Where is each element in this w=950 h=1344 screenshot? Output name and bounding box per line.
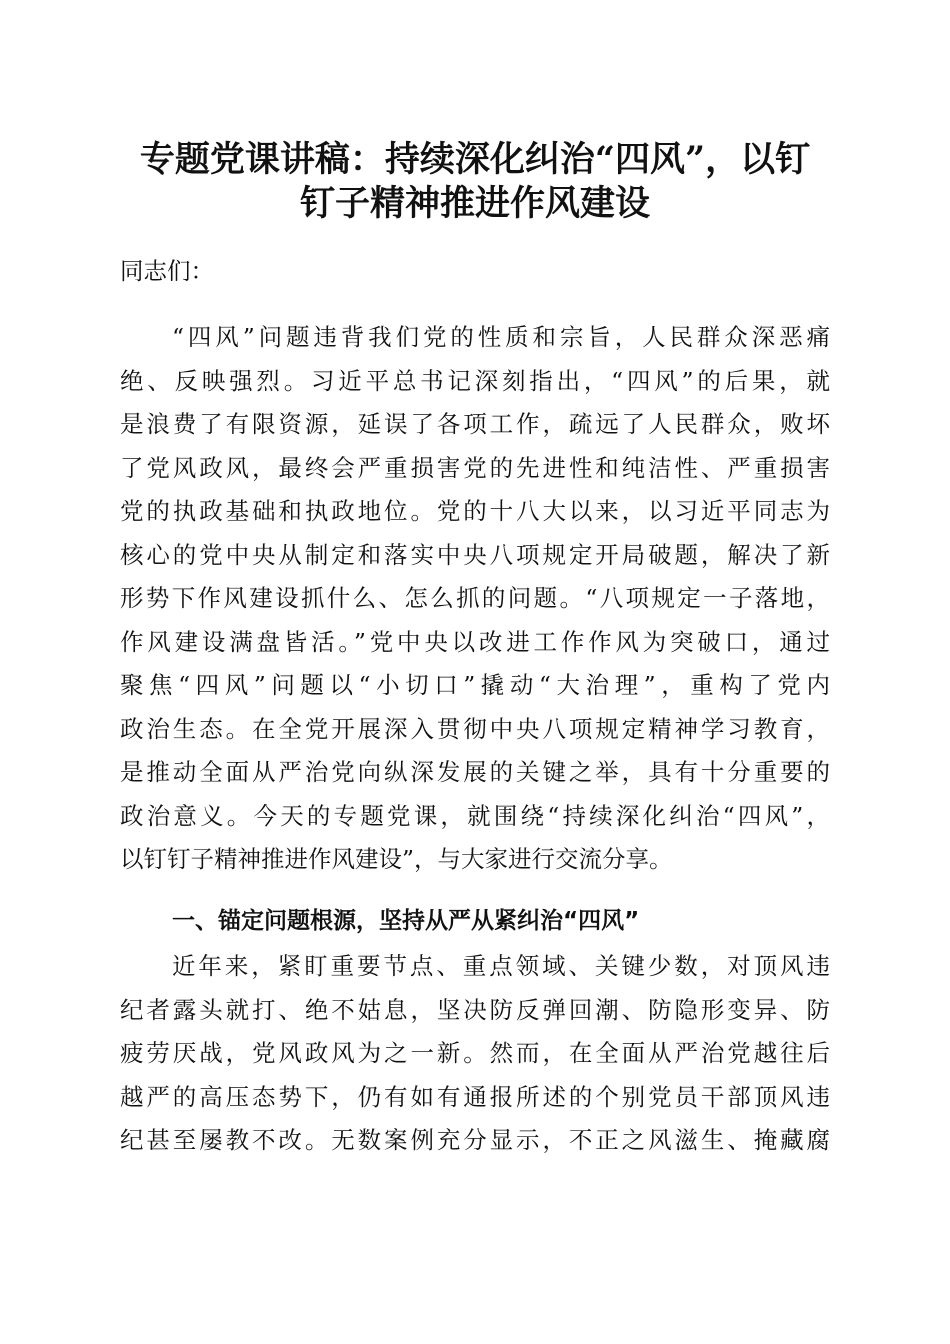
salutation: 同志们： (120, 257, 214, 285)
paragraph-section-1 (120, 945, 830, 1163)
paragraph-line: 政治意义。今天的专题党课，就围绕“持续深化纠治“四风”， (120, 801, 830, 830)
paragraph-line: 纪甚至屡教不改。无数案例充分显示，不正之风滋生、掩藏腐 (120, 1126, 830, 1154)
paragraph-line: 绝、反映强烈。习近平总书记深刻指出，“四风”的后果，就 (120, 366, 830, 395)
document-title-line-2: 钉子精神推进作风建设 (299, 183, 650, 224)
paragraph-line: 是推动全面从严治党向纵深发展的关键之举，具有十分重要的 (120, 758, 830, 786)
paragraph-line: 了党风政风，最终会严重损害党的先进性和纯洁性、严重损害 (120, 453, 830, 482)
paragraph-line: 疲劳厌战，党风政风为之一新。然而，在全面从严治党越往后 (120, 1039, 830, 1067)
document-title-line-1: 专题党课讲稿：持续深化纠治“四风”，以钉 (139, 139, 811, 180)
paragraph-line: 聚焦“四风”问题以“小切口”撬动“大治理”，重构了党内 (120, 671, 830, 699)
paragraph-line: 纪者露头就打、绝不姑息，坚决防反弹回潮、防隐形变异、防 (120, 995, 830, 1024)
paragraph-line: 以钉钉子精神推进作风建设”，与大家进行交流分享。 (120, 845, 673, 873)
paragraph-line: “四风”问题违背我们党的性质和宗旨，人民群众深恶痛 (172, 323, 830, 351)
paragraph-line: 近年来，紧盯重要节点、重点领域、关键少数，对顶风违 (172, 952, 830, 980)
paragraph-line: 形势下作风建设抓什么、怎么抓的问题。“八项规定一子落地， (120, 584, 830, 612)
paragraph-line: 是浪费了有限资源，延误了各项工作，疏远了人民群众，败坏 (120, 410, 830, 438)
paragraph-line: 核心的党中央从制定和落实中央八项规定开局破题，解决了新 (120, 540, 830, 569)
paragraph-intro (120, 316, 830, 882)
section-heading-1: 一、锚定问题根源，坚持从严从紧纠治“四风” (172, 908, 640, 934)
paragraph-line: 越严的高压态势下，仍有如有通报所述的个别党员干部顶风违 (120, 1082, 830, 1111)
paragraph-line: 政治生态。在全党开展深入贯彻中央八项规定精神学习教育， (120, 714, 830, 743)
paragraph-line: 党的执政基础和执政地位。党的十八大以来，以习近平同志为 (120, 497, 830, 525)
paragraph-line: 作风建设满盘皆活。”党中央以改进工作作风为突破口，通过 (120, 627, 830, 656)
